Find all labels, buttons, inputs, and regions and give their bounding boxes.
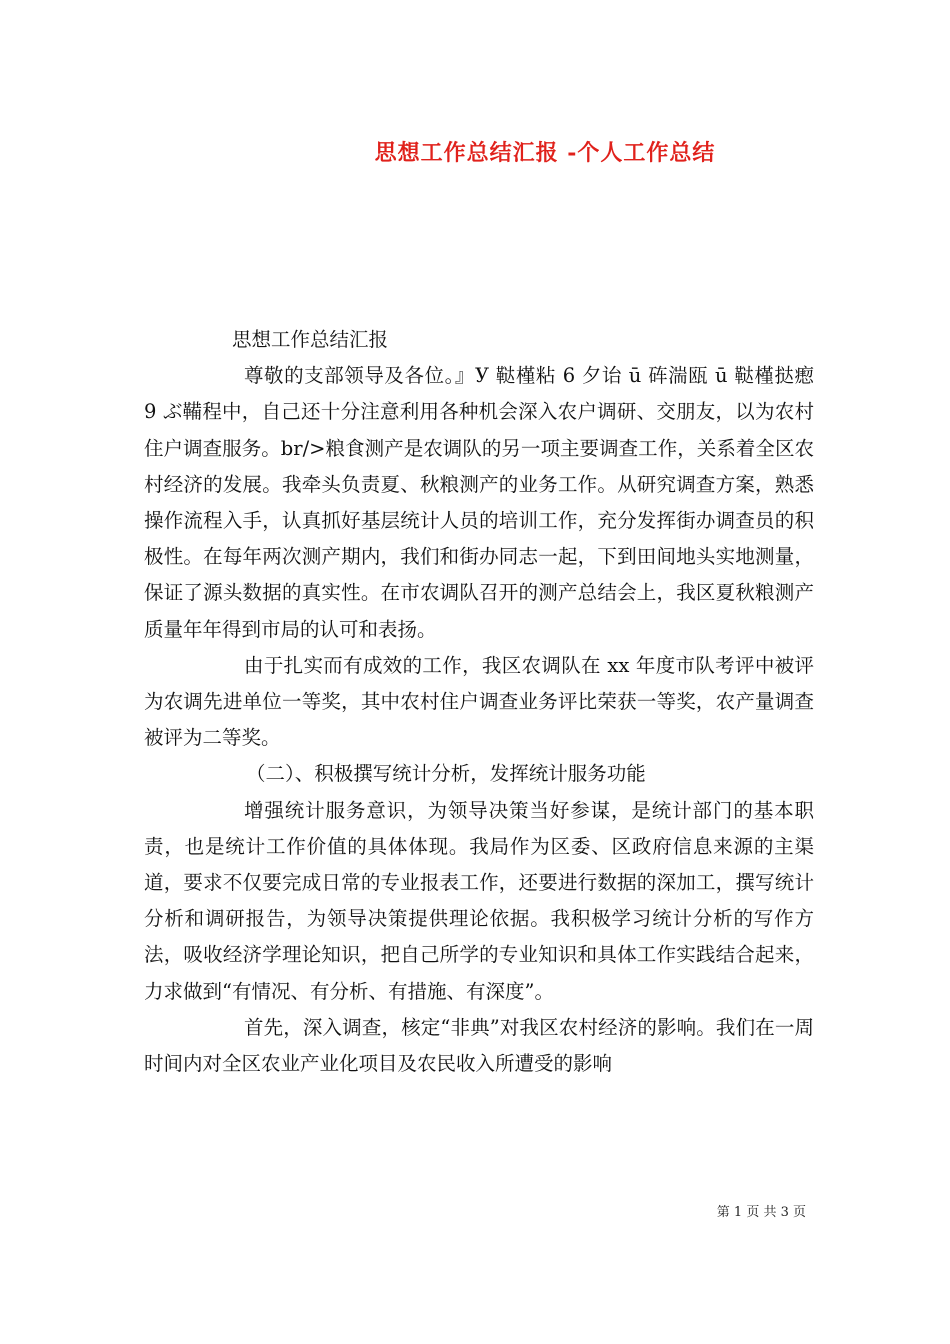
paragraph: 增强统计服务意识，为领导决策当好参谋，是统计部门的基本职责，也是统计工作价值的具体体现。我局作为区委、区政府信息来源的主渠道，要求不仅要完成日常的专业报表工作，还要进行数据的深加工，撰写统计分析和调研报告，为领导决策提供理论依据。我积极学习统计分析的写作方法，吸收经济学理论知识，把自己所学的专业知识和具体工作实践结合起来，力求做到“有情况、有分析、有措施、有深度”。: [144, 798, 814, 1003]
document-body: [144, 322, 814, 1082]
paragraph: 首先，深入调查，核定“非典”对我区农村经济的影响。我们在一周时间内对全区农业产业化项目及农民收入所遭受的影响: [144, 1015, 814, 1076]
paragraph: 由于扎实而有成效的工作，我区农调队在 xx 年度市队考评中被评为农调先进单位一等奖，其中农村住户调查业务评比荣获一等奖，农产量调查被评为二等奖。: [144, 653, 814, 750]
paragraph: 尊敬的支部领导及各位。』У 鞑槿粘 6 夕诒 ū 砗湍瓯 ū 鞑槿挞瘛 9 ぶ鞴程中，自己还十分注意利用各种机会深入农户调研、交朋友，以为农村住户调查服务。br/>粮食测产是农调队的另一项主要调查工作，关系着全区农村经济的发展。我牵头负责夏、秋粮测产的业务工作。从研究调查方案，熟悉操作流程入手，认真抓好基层统计人员的培训工作，充分发挥街办调查员的积极性。在每年两次测产期内，我们和街办同志一起，下到田间地头实地测量，保证了源头数据的真实性。在市农调队召开的测产总结会上，我区夏秋粮测产质量年年得到市局的认可和表扬。: [144, 364, 814, 641]
document-title: 思想工作总结汇报 -个人工作总结: [374, 140, 716, 166]
subsection-heading: （二）、积极撰写统计分析，发挥统计服务功能: [246, 762, 646, 786]
page-number: 第 1 页 共 3 页: [716, 1205, 806, 1220]
section-heading: 思想工作总结汇报: [232, 328, 389, 351]
